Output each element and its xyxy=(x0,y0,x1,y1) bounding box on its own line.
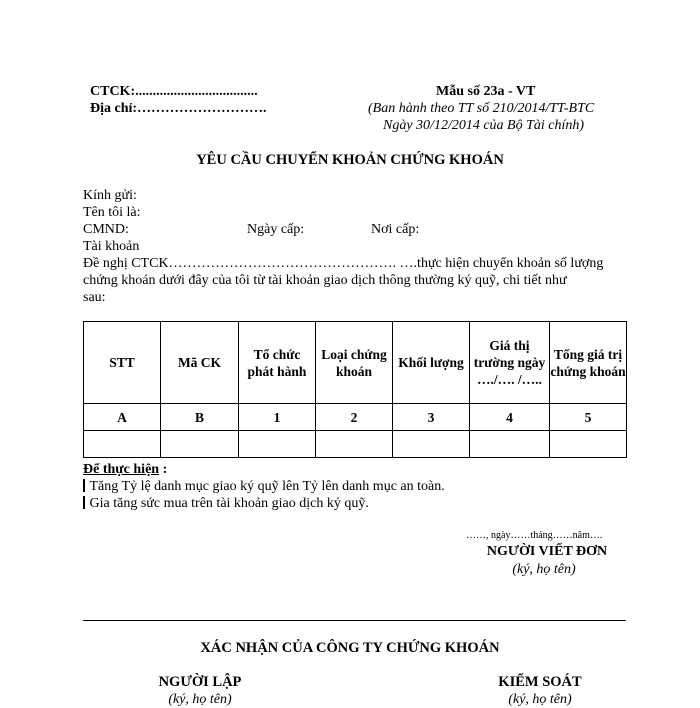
preparer-note: (ký, họ tên) xyxy=(168,692,232,707)
confirmation-title: XÁC NHẬN CỦA CÔNG TY CHỨNG KHOÁN xyxy=(200,640,500,656)
request-line-3: sau: xyxy=(83,290,106,305)
field-issue-place: Nơi cấp: xyxy=(371,222,420,237)
form-number: Mẫu số 23a - VT xyxy=(436,84,536,99)
table-cell xyxy=(393,431,470,458)
purpose-item xyxy=(83,478,445,495)
table-cell xyxy=(316,431,393,458)
code-cell: B xyxy=(161,404,239,431)
table-cell xyxy=(470,431,550,458)
code-cell: 4 xyxy=(470,404,550,431)
header-cell: Khối lượng xyxy=(393,322,470,404)
checkbox-icon xyxy=(83,496,85,509)
code-cell: 2 xyxy=(316,404,393,431)
header-cell: Tổ chức phát hành xyxy=(239,322,316,404)
header-cell: Tổng giá trị chứng khoán xyxy=(550,322,627,404)
purpose-item-text: Gia tăng sức mua trên tài khoản giao dịch ký quỹ. xyxy=(89,496,369,511)
purpose-item-text: Tăng Tỷ lệ danh mục giao ký quỹ lên Tỷ lên danh mục an toàn. xyxy=(89,479,445,494)
header-cell: STT xyxy=(84,322,161,404)
securities-table xyxy=(83,321,627,458)
request-line-1: Đề nghị CTCK…………………………………………. ….thực hiện chuyển khoản số lượng xyxy=(83,256,604,271)
controller-note: (ký, họ tên) xyxy=(508,692,572,707)
header-cell: Loại chứng khoán xyxy=(316,322,393,404)
signer-note: (ký, họ tên) xyxy=(512,562,576,577)
controller-role: KIỂM SOÁT xyxy=(498,674,582,690)
issued-line-2: Ngày 30/12/2014 của Bộ Tài chính) xyxy=(383,118,585,133)
table-cell xyxy=(239,431,316,458)
code-cell: 5 xyxy=(550,404,627,431)
purpose-colon: : xyxy=(159,462,168,477)
signature-date-line: ……, ngày……tháng……năm…. xyxy=(466,530,603,541)
header-cell: Mã CK xyxy=(161,322,239,404)
field-account: Tài khoản xyxy=(83,239,140,254)
request-line-2: chứng khoán dưới đây của tôi từ tài khoản giao dịch thông thường ký quỹ, chi tiết như xyxy=(83,273,567,288)
address-label: Địa chỉ:………………………. xyxy=(90,101,267,116)
section-divider xyxy=(83,620,626,621)
field-id: CMND: xyxy=(83,222,129,237)
field-issue-date: Ngày cấp: xyxy=(247,222,305,237)
checkbox-icon xyxy=(83,479,85,492)
table-cell xyxy=(84,431,161,458)
purpose-label: Để thực hiện xyxy=(83,462,160,477)
table-cell xyxy=(161,431,239,458)
ctck-label: CTCK:................................... xyxy=(90,84,258,99)
issued-line-1: (Ban hành theo TT số 210/2014/TT-BTC xyxy=(368,101,595,116)
code-cell: 1 xyxy=(239,404,316,431)
preparer-role: NGƯỜI LẬP xyxy=(158,674,242,690)
purpose-heading xyxy=(83,461,167,478)
table-row xyxy=(84,431,627,458)
signer-role: NGƯỜI VIẾT ĐƠN xyxy=(486,544,608,559)
document-title: YÊU CẦU CHUYỂN KHOẢN CHỨNG KHOÁN xyxy=(196,152,504,168)
table-header-row xyxy=(84,322,627,404)
code-cell: 3 xyxy=(393,404,470,431)
header-cell: Giá thị trường ngày …./…. /….. xyxy=(470,322,550,404)
field-name: Tên tôi là: xyxy=(83,205,141,220)
purpose-item xyxy=(83,495,369,512)
table-code-row xyxy=(84,404,627,431)
code-cell: A xyxy=(84,404,161,431)
field-to: Kính gửi: xyxy=(83,188,137,203)
table-cell xyxy=(550,431,627,458)
